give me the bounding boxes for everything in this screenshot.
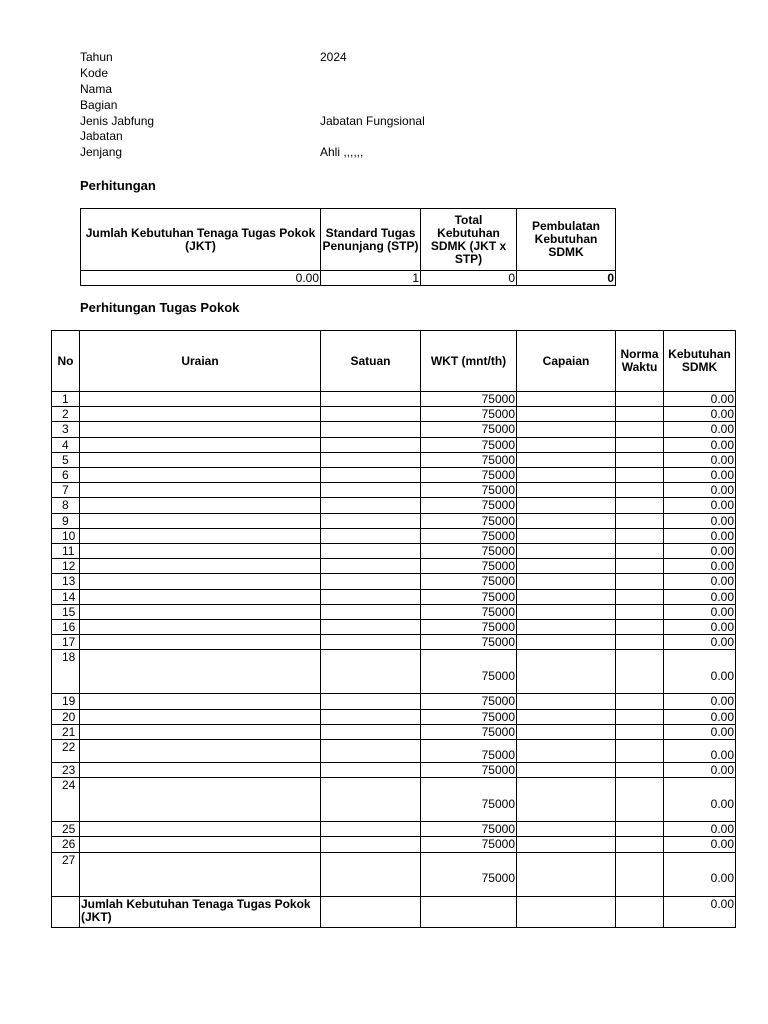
row-capaian-cell: [517, 694, 616, 709]
row-kebutuhan-cell: 0.00: [664, 740, 736, 763]
row-norma-waktu-cell: [616, 544, 664, 559]
info-label: Jabatan: [80, 129, 123, 144]
row-satuan-cell: [321, 650, 421, 694]
row-uraian-cell: [80, 407, 321, 422]
info-value: Jabatan Fungsional: [320, 113, 425, 128]
table-row: [52, 468, 736, 483]
row-satuan-cell: [321, 778, 421, 822]
row-no-cell: 24: [52, 778, 80, 822]
value-pembulatan: 0: [517, 271, 616, 286]
row-norma-waktu-cell: [616, 483, 664, 498]
header-uraian: Uraian: [80, 331, 321, 392]
row-wkt-cell: 75000: [421, 604, 517, 619]
row-satuan-cell: [321, 620, 421, 635]
row-satuan-cell: [321, 709, 421, 724]
row-capaian-cell: [517, 498, 616, 513]
header-wkt: WKT (mnt/th): [421, 331, 517, 392]
row-kebutuhan-cell: 0.00: [664, 574, 736, 589]
row-wkt-cell: 75000: [421, 724, 517, 739]
row-norma-waktu-cell: [616, 740, 664, 763]
table-row: [52, 694, 736, 709]
row-wkt-cell: 75000: [421, 635, 517, 650]
value-jkt: 0.00: [81, 271, 321, 286]
row-wkt-cell: 75000: [421, 468, 517, 483]
row-kebutuhan-cell: 0.00: [664, 559, 736, 574]
row-no-cell: 7: [52, 483, 80, 498]
row-satuan-cell: [321, 452, 421, 467]
row-wkt-cell: 75000: [421, 437, 517, 452]
row-no-cell: 2: [52, 407, 80, 422]
tugas-pokok-rows: [52, 392, 736, 897]
row-kebutuhan-cell: 0.00: [664, 694, 736, 709]
row-kebutuhan-cell: 0.00: [664, 822, 736, 837]
table-row: [52, 604, 736, 619]
info-value: 2024: [320, 50, 347, 64]
row-capaian-cell: [517, 392, 616, 407]
row-wkt-cell: 75000: [421, 620, 517, 635]
row-no-cell: 23: [52, 763, 80, 778]
row-uraian-cell: [80, 437, 321, 452]
total-capaian-cell: [517, 896, 616, 927]
header-pembulatan: Pembulatan Kebutuhan SDMK: [517, 209, 616, 271]
row-no-cell: 14: [52, 589, 80, 604]
row-kebutuhan-cell: 0.00: [664, 528, 736, 543]
row-no-cell: 10: [52, 528, 80, 543]
row-no-cell: 13: [52, 574, 80, 589]
row-no-cell: 18: [52, 650, 80, 694]
row-no-cell: 27: [52, 852, 80, 896]
row-wkt-cell: 75000: [421, 498, 517, 513]
row-satuan-cell: [321, 852, 421, 896]
row-wkt-cell: 75000: [421, 694, 517, 709]
row-wkt-cell: 75000: [421, 513, 517, 528]
row-kebutuhan-cell: 0.00: [664, 544, 736, 559]
row-capaian-cell: [517, 778, 616, 822]
total-satuan-cell: [321, 896, 421, 927]
row-uraian-cell: [80, 589, 321, 604]
row-capaian-cell: [517, 822, 616, 837]
total-wkt-cell: [421, 896, 517, 927]
table-row: [52, 650, 736, 694]
table-row: [52, 740, 736, 763]
row-norma-waktu-cell: [616, 852, 664, 896]
total-row: [52, 896, 736, 927]
row-uraian-cell: [80, 620, 321, 635]
row-capaian-cell: [517, 452, 616, 467]
row-uraian-cell: [80, 483, 321, 498]
row-no-cell: 25: [52, 822, 80, 837]
row-wkt-cell: 75000: [421, 852, 517, 896]
table-row: [52, 724, 736, 739]
total-label: Jumlah Kebutuhan Tenaga Tugas Pokok (JKT): [80, 896, 321, 927]
row-wkt-cell: 75000: [421, 778, 517, 822]
row-norma-waktu-cell: [616, 589, 664, 604]
table-row: [52, 574, 736, 589]
row-no-cell: 16: [52, 620, 80, 635]
row-kebutuhan-cell: 0.00: [664, 635, 736, 650]
row-no-cell: 8: [52, 498, 80, 513]
table-header-row: [52, 331, 736, 392]
row-uraian-cell: [80, 528, 321, 543]
row-wkt-cell: 75000: [421, 544, 517, 559]
table-row: [52, 837, 736, 852]
row-satuan-cell: [321, 544, 421, 559]
row-norma-waktu-cell: [616, 452, 664, 467]
row-satuan-cell: [321, 422, 421, 437]
row-satuan-cell: [321, 837, 421, 852]
row-uraian-cell: [80, 604, 321, 619]
row-uraian-cell: [80, 852, 321, 896]
row-wkt-cell: 75000: [421, 559, 517, 574]
row-wkt-cell: 75000: [421, 392, 517, 407]
row-no-cell: 22: [52, 740, 80, 763]
row-capaian-cell: [517, 763, 616, 778]
row-no-cell: 6: [52, 468, 80, 483]
row-no-cell: 4: [52, 437, 80, 452]
header-no: No: [52, 331, 80, 392]
row-uraian-cell: [80, 513, 321, 528]
table-row: [52, 392, 736, 407]
row-capaian-cell: [517, 483, 616, 498]
row-capaian-cell: [517, 604, 616, 619]
row-kebutuhan-cell: 0.00: [664, 437, 736, 452]
row-norma-waktu-cell: [616, 694, 664, 709]
row-no-cell: 5: [52, 452, 80, 467]
row-satuan-cell: [321, 392, 421, 407]
row-uraian-cell: [80, 837, 321, 852]
row-wkt-cell: 75000: [421, 452, 517, 467]
row-satuan-cell: [321, 694, 421, 709]
row-uraian-cell: [80, 763, 321, 778]
table-row: [52, 852, 736, 896]
table-row: [81, 271, 616, 286]
table-row: [52, 544, 736, 559]
row-capaian-cell: [517, 740, 616, 763]
row-norma-waktu-cell: [616, 422, 664, 437]
row-norma-waktu-cell: [616, 513, 664, 528]
row-no-cell: 12: [52, 559, 80, 574]
info-label: Nama: [80, 81, 113, 96]
row-kebutuhan-cell: 0.00: [664, 392, 736, 407]
row-capaian-cell: [517, 620, 616, 635]
row-norma-waktu-cell: [616, 763, 664, 778]
row-wkt-cell: 75000: [421, 740, 517, 763]
row-norma-waktu-cell: [616, 604, 664, 619]
table-row: [52, 559, 736, 574]
row-capaian-cell: [517, 422, 616, 437]
row-no-cell: 21: [52, 724, 80, 739]
row-norma-waktu-cell: [616, 407, 664, 422]
row-satuan-cell: [321, 635, 421, 650]
row-norma-waktu-cell: [616, 528, 664, 543]
row-kebutuhan-cell: 0.00: [664, 604, 736, 619]
table-row: [52, 513, 736, 528]
table-row: [52, 528, 736, 543]
row-uraian-cell: [80, 724, 321, 739]
row-kebutuhan-cell: 0.00: [664, 483, 736, 498]
row-uraian-cell: [80, 544, 321, 559]
row-uraian-cell: [80, 574, 321, 589]
row-norma-waktu-cell: [616, 559, 664, 574]
row-satuan-cell: [321, 483, 421, 498]
row-capaian-cell: [517, 407, 616, 422]
table-row: [52, 422, 736, 437]
row-satuan-cell: [321, 513, 421, 528]
row-uraian-cell: [80, 694, 321, 709]
row-no-cell: 15: [52, 604, 80, 619]
table-row: [52, 483, 736, 498]
row-norma-waktu-cell: [616, 392, 664, 407]
row-kebutuhan-cell: 0.00: [664, 709, 736, 724]
row-wkt-cell: 75000: [421, 528, 517, 543]
row-norma-waktu-cell: [616, 650, 664, 694]
row-norma-waktu-cell: [616, 498, 664, 513]
row-wkt-cell: 75000: [421, 709, 517, 724]
tugas-pokok-table: [51, 330, 736, 928]
row-uraian-cell: [80, 498, 321, 513]
row-kebutuhan-cell: 0.00: [664, 513, 736, 528]
row-wkt-cell: 75000: [421, 837, 517, 852]
table-row: [52, 635, 736, 650]
row-satuan-cell: [321, 740, 421, 763]
row-capaian-cell: [517, 635, 616, 650]
value-total-kebutuhan: 0: [421, 271, 517, 286]
row-norma-waktu-cell: [616, 709, 664, 724]
table-row: [52, 407, 736, 422]
row-wkt-cell: 75000: [421, 574, 517, 589]
row-kebutuhan-cell: 0.00: [664, 778, 736, 822]
row-capaian-cell: [517, 724, 616, 739]
row-uraian-cell: [80, 559, 321, 574]
row-norma-waktu-cell: [616, 778, 664, 822]
row-satuan-cell: [321, 604, 421, 619]
row-norma-waktu-cell: [616, 468, 664, 483]
row-uraian-cell: [80, 709, 321, 724]
header-satuan: Satuan: [321, 331, 421, 392]
row-no-cell: 26: [52, 837, 80, 852]
row-satuan-cell: [321, 724, 421, 739]
row-kebutuhan-cell: 0.00: [664, 452, 736, 467]
row-no-cell: 3: [52, 422, 80, 437]
row-kebutuhan-cell: 0.00: [664, 422, 736, 437]
row-satuan-cell: [321, 407, 421, 422]
row-capaian-cell: [517, 650, 616, 694]
row-uraian-cell: [80, 778, 321, 822]
row-norma-waktu-cell: [616, 437, 664, 452]
row-wkt-cell: 75000: [421, 589, 517, 604]
row-capaian-cell: [517, 589, 616, 604]
row-wkt-cell: 75000: [421, 822, 517, 837]
row-uraian-cell: [80, 635, 321, 650]
row-uraian-cell: [80, 468, 321, 483]
row-wkt-cell: 75000: [421, 483, 517, 498]
row-no-cell: 1: [52, 392, 80, 407]
header-capaian: Capaian: [517, 331, 616, 392]
info-label: Kode: [80, 65, 109, 80]
info-label: Tahun: [80, 50, 113, 64]
row-kebutuhan-cell: 0.00: [664, 650, 736, 694]
table-row: [52, 589, 736, 604]
header-norma-waktu: Norma Waktu: [616, 331, 664, 392]
row-no-cell: 9: [52, 513, 80, 528]
row-wkt-cell: 75000: [421, 650, 517, 694]
row-satuan-cell: [321, 437, 421, 452]
row-capaian-cell: [517, 528, 616, 543]
table-row: [52, 822, 736, 837]
row-no-cell: 17: [52, 635, 80, 650]
row-norma-waktu-cell: [616, 837, 664, 852]
row-wkt-cell: 75000: [421, 407, 517, 422]
total-no-cell: [52, 896, 80, 927]
table-header-row: [81, 209, 616, 271]
row-norma-waktu-cell: [616, 635, 664, 650]
row-kebutuhan-cell: 0.00: [664, 620, 736, 635]
perhitungan-title: Perhitungan: [80, 178, 156, 193]
table-row: [52, 437, 736, 452]
row-uraian-cell: [80, 452, 321, 467]
info-label: Bagian: [80, 97, 118, 112]
row-norma-waktu-cell: [616, 822, 664, 837]
row-satuan-cell: [321, 763, 421, 778]
value-stp: 1: [321, 271, 421, 286]
row-norma-waktu-cell: [616, 620, 664, 635]
table-row: [52, 498, 736, 513]
row-kebutuhan-cell: 0.00: [664, 498, 736, 513]
row-kebutuhan-cell: 0.00: [664, 763, 736, 778]
row-uraian-cell: [80, 650, 321, 694]
row-no-cell: 20: [52, 709, 80, 724]
row-no-cell: 19: [52, 694, 80, 709]
row-capaian-cell: [517, 559, 616, 574]
row-kebutuhan-cell: 0.00: [664, 852, 736, 896]
row-uraian-cell: [80, 422, 321, 437]
header-stp: Standard Tugas Penunjang (STP): [321, 209, 421, 271]
table-row: [52, 763, 736, 778]
row-norma-waktu-cell: [616, 574, 664, 589]
row-kebutuhan-cell: 0.00: [664, 724, 736, 739]
row-norma-waktu-cell: [616, 724, 664, 739]
row-satuan-cell: [321, 822, 421, 837]
header-kebutuhan-sdmk: Kebutuhan SDMK: [664, 331, 736, 392]
row-kebutuhan-cell: 0.00: [664, 468, 736, 483]
row-capaian-cell: [517, 513, 616, 528]
header-jkt: Jumlah Kebutuhan Tenaga Tugas Pokok (JKT): [81, 209, 321, 271]
total-norma-cell: [616, 896, 664, 927]
row-satuan-cell: [321, 468, 421, 483]
row-capaian-cell: [517, 468, 616, 483]
row-kebutuhan-cell: 0.00: [664, 589, 736, 604]
tugas-pokok-title: Perhitungan Tugas Pokok: [80, 300, 240, 315]
row-capaian-cell: [517, 544, 616, 559]
row-wkt-cell: 75000: [421, 422, 517, 437]
table-row: [52, 620, 736, 635]
row-wkt-cell: 75000: [421, 763, 517, 778]
row-capaian-cell: [517, 837, 616, 852]
row-uraian-cell: [80, 822, 321, 837]
info-value: Ahli ,,,,,,: [320, 145, 364, 160]
row-satuan-cell: [321, 559, 421, 574]
row-capaian-cell: [517, 709, 616, 724]
row-satuan-cell: [321, 498, 421, 513]
perhitungan-table: [80, 208, 616, 286]
table-row: [52, 452, 736, 467]
row-uraian-cell: [80, 740, 321, 763]
table-row: [52, 778, 736, 822]
row-kebutuhan-cell: 0.00: [664, 837, 736, 852]
row-capaian-cell: [517, 574, 616, 589]
row-capaian-cell: [517, 437, 616, 452]
row-uraian-cell: [80, 392, 321, 407]
row-capaian-cell: [517, 852, 616, 896]
row-satuan-cell: [321, 589, 421, 604]
row-kebutuhan-cell: 0.00: [664, 407, 736, 422]
row-satuan-cell: [321, 574, 421, 589]
header-total-kebutuhan: Total Kebutuhan SDMK (JKT x STP): [421, 209, 517, 271]
info-label: Jenis Jabfung: [80, 113, 155, 128]
info-label: Jenjang: [80, 145, 123, 160]
total-value: 0.00: [664, 896, 736, 927]
row-no-cell: 11: [52, 544, 80, 559]
table-row: [52, 709, 736, 724]
row-satuan-cell: [321, 528, 421, 543]
